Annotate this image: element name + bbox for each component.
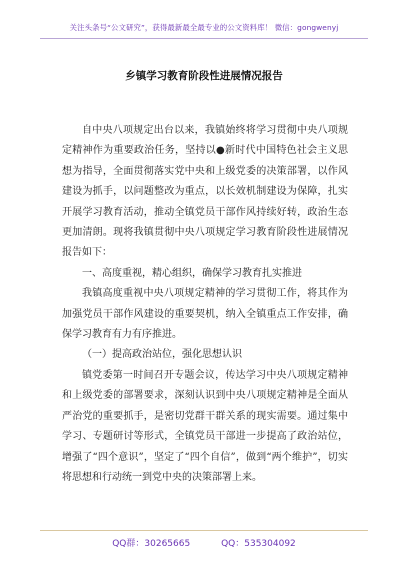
document-body xyxy=(62,121,348,488)
section-heading-1: 一、高度重视，精心组织，确保学习教育扎实推进 xyxy=(82,267,302,279)
header-banner: 关注头条号“公文研究”，获得最新最全最专业的公文资料库！ 微信：gongwenyj xyxy=(69,23,339,32)
paragraph-section-1: 我镇高度重视中央八项规定精神的学习贯彻工作，将其作为加强党员干部作风建设的重要契机，纳入全镇重点工作安排，确保学习教育有力有序推进。 xyxy=(62,288,348,341)
subsection-heading-1: （一）提高政治站位，强化思想认识 xyxy=(82,349,242,361)
paragraph-subsection-1: 镇党委第一时间召开专题会议，传达学习中央八项规定精神和上级党委的部署要求，深刻认识到中央八项规定精神是全面从严治党的重要抓手，是密切党群干群关系的现实需要。通过集中学习、专题研讨等形式，全镇党员干部进一步提高了政治站位，增强了“四个意识”，坚定了“四个自信”，做到“两个维护”，切实将思想和行动统一到党中央的决策部署上来。 xyxy=(62,369,348,483)
paragraph-intro: 自中央八项规定出台以来，我镇始终将学习贯彻中央八项规定精神作为重要政治任务，坚持以●新时代中国特色社会主义思想为指导，全面贯彻落实党中央和上级党委的决策部署，以作风建设为抓手，以问题整改为重点，以长效机制建设为保障，扎实开展学习教育活动，推动全镇党员干部作风持续好转，政治生态更加清朗。现将我镇贯彻中央八项规定学习教育阶段性进展情况报告如下： xyxy=(62,125,348,259)
header-divider xyxy=(40,38,368,39)
footer-contacts xyxy=(0,536,408,549)
document-title: 乡镇学习教育阶段性进展情况报告 xyxy=(125,70,283,82)
footer-divider xyxy=(40,530,368,531)
footer-qq: QQ：535304092 xyxy=(221,539,296,549)
footer-qq-group: QQ群：30265665 xyxy=(112,539,191,549)
